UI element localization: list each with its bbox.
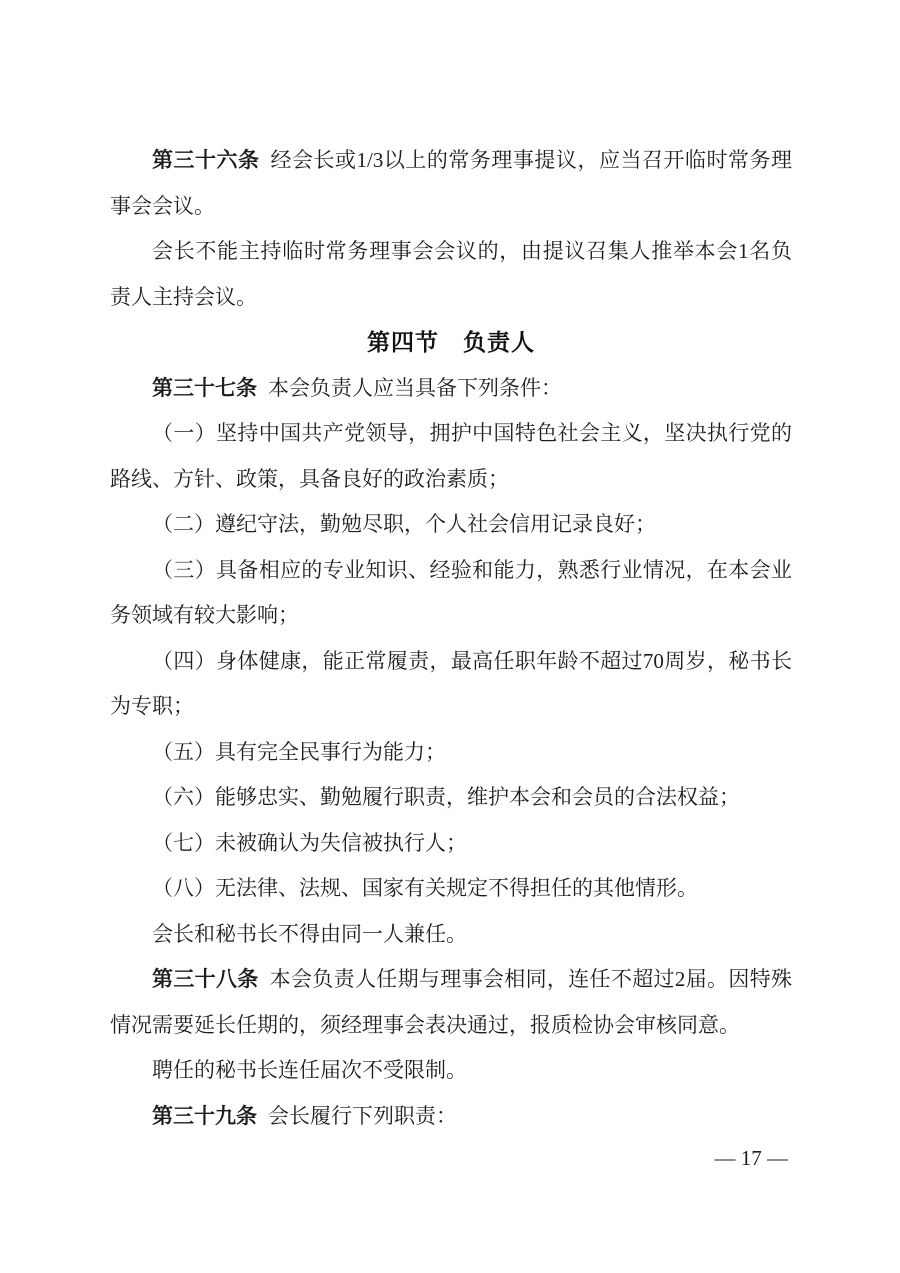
article-number: 第三十七条 — [152, 375, 257, 400]
list-item-6: （六）能够忠实、勤勉履行职责，维护本会和会员的合法权益； — [152, 785, 740, 809]
paragraph-article-37 — [110, 366, 792, 412]
list-item-2: （二）遵纪守法，勤勉尽职，个人社会信用记录良好； — [152, 512, 656, 536]
paragraph: 聘任的秘书长连任届次不受限制。 — [152, 1058, 467, 1082]
paragraph: 会长不能主持临时常务理事会会议的，由提议召集人推举本会1名负责人主持会议。 — [110, 239, 792, 309]
list-item-7: （七）未被确认为失信被执行人； — [152, 830, 467, 855]
article-text: 本会负责人应当具备下列条件： — [268, 375, 562, 400]
paragraph: 会长和秘书长不得由同一人兼任。 — [152, 921, 467, 946]
paragraph-article-38 — [110, 957, 792, 1048]
paragraph-article-39 — [110, 1094, 792, 1140]
document-body — [110, 138, 792, 1139]
list-item-4: （四）身体健康，能正常履责，最高任职年龄不超过70周岁，秘书长为专职； — [110, 648, 792, 718]
list-item-5: （五）具有完全民事行为能力； — [152, 739, 446, 764]
page-number: — 17 — — [714, 1146, 788, 1170]
paragraph-article-36 — [110, 138, 792, 229]
article-text: 经会长或1/3以上的常务理事提议，应当召开临时常务理事会会议。 — [110, 148, 792, 218]
article-text: 会长履行下列职责： — [268, 1103, 457, 1128]
article-number: 第三十六条 — [152, 148, 260, 172]
list-item-3: （三）具备相应的专业知识、经验和能力，熟悉行业情况，在本会业务领域有较大影响； — [110, 557, 792, 627]
article-text: 本会负责人任期与理事会相同，连任不超过2届。因特殊情况需要延长任期的，须经理事会表决通过，报质检协会审核同意。 — [110, 967, 793, 1037]
list-item-1: （一）坚持中国共产党领导，拥护中国特色社会主义，坚决执行党的路线、方针、政策，具备良好的政治素质； — [110, 421, 792, 491]
article-number: 第三十八条 — [152, 967, 259, 991]
section-heading: 第四节 负责人 — [367, 329, 535, 355]
article-number: 第三十九条 — [152, 1103, 257, 1128]
list-item-8: （八）无法律、法规、国家有关规定不得担任的其他情形。 — [152, 876, 698, 900]
